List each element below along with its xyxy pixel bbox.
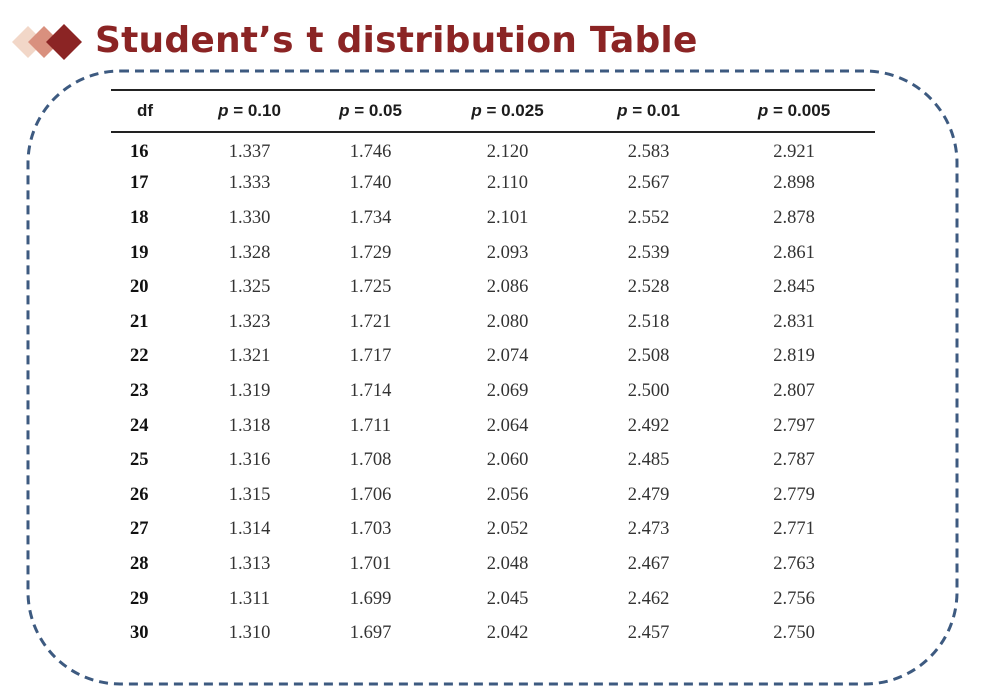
critical-value-cell: 2.467 — [627, 553, 670, 574]
critical-value-cell: 1.310 — [228, 623, 271, 644]
critical-value-cell: 2.528 — [627, 277, 670, 298]
df-cell: 24 — [130, 415, 149, 436]
table-row — [111, 513, 875, 548]
critical-value-cell: 1.703 — [349, 519, 392, 540]
diamond-logo-icon — [8, 18, 90, 68]
critical-value-cell: 2.462 — [627, 588, 670, 609]
df-cell: 22 — [130, 346, 149, 367]
critical-value-cell: 1.746 — [349, 142, 392, 163]
table-row — [111, 270, 875, 305]
critical-value-cell: 2.060 — [486, 450, 529, 471]
header-p-col: p = 0.10 — [189, 90, 310, 132]
critical-value-cell: 1.721 — [349, 311, 392, 332]
df-cell: 21 — [130, 311, 149, 332]
critical-value-cell: 2.518 — [627, 311, 670, 332]
critical-value-cell: 1.325 — [228, 277, 271, 298]
critical-value-cell: 1.701 — [349, 553, 392, 574]
critical-value-cell: 2.539 — [627, 242, 670, 263]
critical-value-cell: 2.101 — [486, 207, 529, 228]
critical-value-cell: 1.321 — [228, 346, 271, 367]
df-cell: 20 — [130, 277, 149, 298]
df-cell: 18 — [130, 207, 149, 228]
critical-value-cell: 2.807 — [773, 380, 815, 401]
header-p-col: p = 0.025 — [431, 90, 584, 132]
critical-value-cell: 2.787 — [773, 450, 815, 471]
table-row — [111, 132, 875, 167]
critical-value-cell: 2.552 — [627, 207, 670, 228]
critical-value-cell: 2.921 — [773, 142, 815, 163]
critical-value-cell: 1.711 — [350, 415, 391, 436]
df-cell: 28 — [130, 553, 149, 574]
df-cell: 27 — [130, 519, 149, 540]
critical-value-cell: 1.725 — [349, 277, 392, 298]
critical-value-cell: 2.763 — [773, 553, 815, 574]
critical-value-cell: 2.831 — [773, 311, 815, 332]
critical-value-cell: 2.093 — [486, 242, 529, 263]
table-row — [111, 236, 875, 271]
df-cell: 26 — [130, 484, 149, 505]
critical-value-cell: 2.756 — [773, 588, 815, 609]
critical-value-cell: 1.717 — [349, 346, 392, 367]
header-df: df — [111, 90, 189, 132]
critical-value-cell: 1.328 — [228, 242, 271, 263]
critical-value-cell: 1.697 — [349, 623, 392, 644]
table-row — [111, 340, 875, 375]
critical-value-cell: 1.740 — [349, 173, 392, 194]
critical-value-cell: 2.508 — [627, 346, 670, 367]
critical-value-cell: 2.485 — [627, 450, 670, 471]
critical-value-cell: 2.779 — [773, 484, 815, 505]
df-cell: 25 — [130, 450, 149, 471]
critical-value-cell: 2.064 — [486, 415, 529, 436]
critical-value-cell: 2.074 — [486, 346, 529, 367]
critical-value-cell: 1.714 — [349, 380, 392, 401]
table-row — [111, 582, 875, 617]
critical-value-cell: 2.861 — [773, 242, 815, 263]
critical-value-cell: 2.819 — [773, 346, 815, 367]
critical-value-cell: 2.120 — [486, 142, 529, 163]
table-row — [111, 167, 875, 202]
critical-value-cell: 1.311 — [229, 588, 270, 609]
critical-value-cell: 1.699 — [349, 588, 392, 609]
critical-value-cell: 1.319 — [228, 380, 271, 401]
table-row — [111, 305, 875, 340]
critical-value-cell: 1.333 — [228, 173, 271, 194]
critical-value-cell: 1.314 — [228, 519, 271, 540]
critical-value-cell: 1.323 — [228, 311, 271, 332]
critical-value-cell: 2.750 — [773, 623, 815, 644]
critical-value-cell: 1.313 — [228, 553, 271, 574]
table-row — [111, 616, 875, 651]
df-cell: 19 — [130, 242, 149, 263]
table-row — [111, 547, 875, 582]
critical-value-cell: 2.080 — [486, 311, 529, 332]
t-table-container — [111, 89, 875, 651]
critical-value-cell: 2.583 — [627, 142, 670, 163]
df-cell: 29 — [130, 588, 149, 609]
table-row — [111, 374, 875, 409]
critical-value-cell: 2.042 — [486, 623, 529, 644]
header-p-col: p = 0.005 — [713, 90, 875, 132]
critical-value-cell: 1.337 — [228, 142, 271, 163]
critical-value-cell: 1.729 — [349, 242, 392, 263]
header-p-col: p = 0.05 — [310, 90, 431, 132]
critical-value-cell: 2.048 — [486, 553, 529, 574]
critical-value-cell: 1.734 — [349, 207, 392, 228]
table-row — [111, 409, 875, 444]
critical-value-cell: 2.492 — [627, 415, 670, 436]
table-header-row — [111, 90, 875, 132]
critical-value-cell: 1.706 — [349, 484, 392, 505]
critical-value-cell: 2.473 — [627, 519, 670, 540]
critical-value-cell: 2.045 — [486, 588, 529, 609]
critical-value-cell: 1.330 — [228, 207, 271, 228]
critical-value-cell: 2.771 — [773, 519, 815, 540]
t-distribution-table — [111, 89, 875, 651]
critical-value-cell: 2.797 — [773, 415, 815, 436]
df-cell: 17 — [130, 173, 149, 194]
df-cell: 23 — [130, 380, 149, 401]
critical-value-cell: 2.457 — [627, 623, 670, 644]
critical-value-cell: 2.086 — [486, 277, 529, 298]
critical-value-cell: 2.069 — [486, 380, 529, 401]
header-p-col: p = 0.01 — [584, 90, 713, 132]
critical-value-cell: 1.316 — [228, 450, 271, 471]
table-row — [111, 443, 875, 478]
table-row — [111, 201, 875, 236]
critical-value-cell: 2.898 — [773, 173, 815, 194]
critical-value-cell: 1.318 — [228, 415, 271, 436]
df-cell: 16 — [130, 142, 149, 163]
page-title: Student’s t distribution Table — [95, 20, 698, 61]
critical-value-cell: 2.878 — [773, 207, 815, 228]
critical-value-cell: 2.479 — [627, 484, 670, 505]
critical-value-cell: 2.056 — [486, 484, 529, 505]
critical-value-cell: 2.110 — [487, 173, 528, 194]
critical-value-cell: 2.845 — [773, 277, 815, 298]
table-row — [111, 478, 875, 513]
df-cell: 30 — [130, 623, 149, 644]
critical-value-cell: 2.500 — [627, 380, 670, 401]
critical-value-cell: 2.052 — [486, 519, 529, 540]
critical-value-cell: 1.315 — [228, 484, 271, 505]
critical-value-cell: 2.567 — [627, 173, 670, 194]
critical-value-cell: 1.708 — [349, 450, 392, 471]
